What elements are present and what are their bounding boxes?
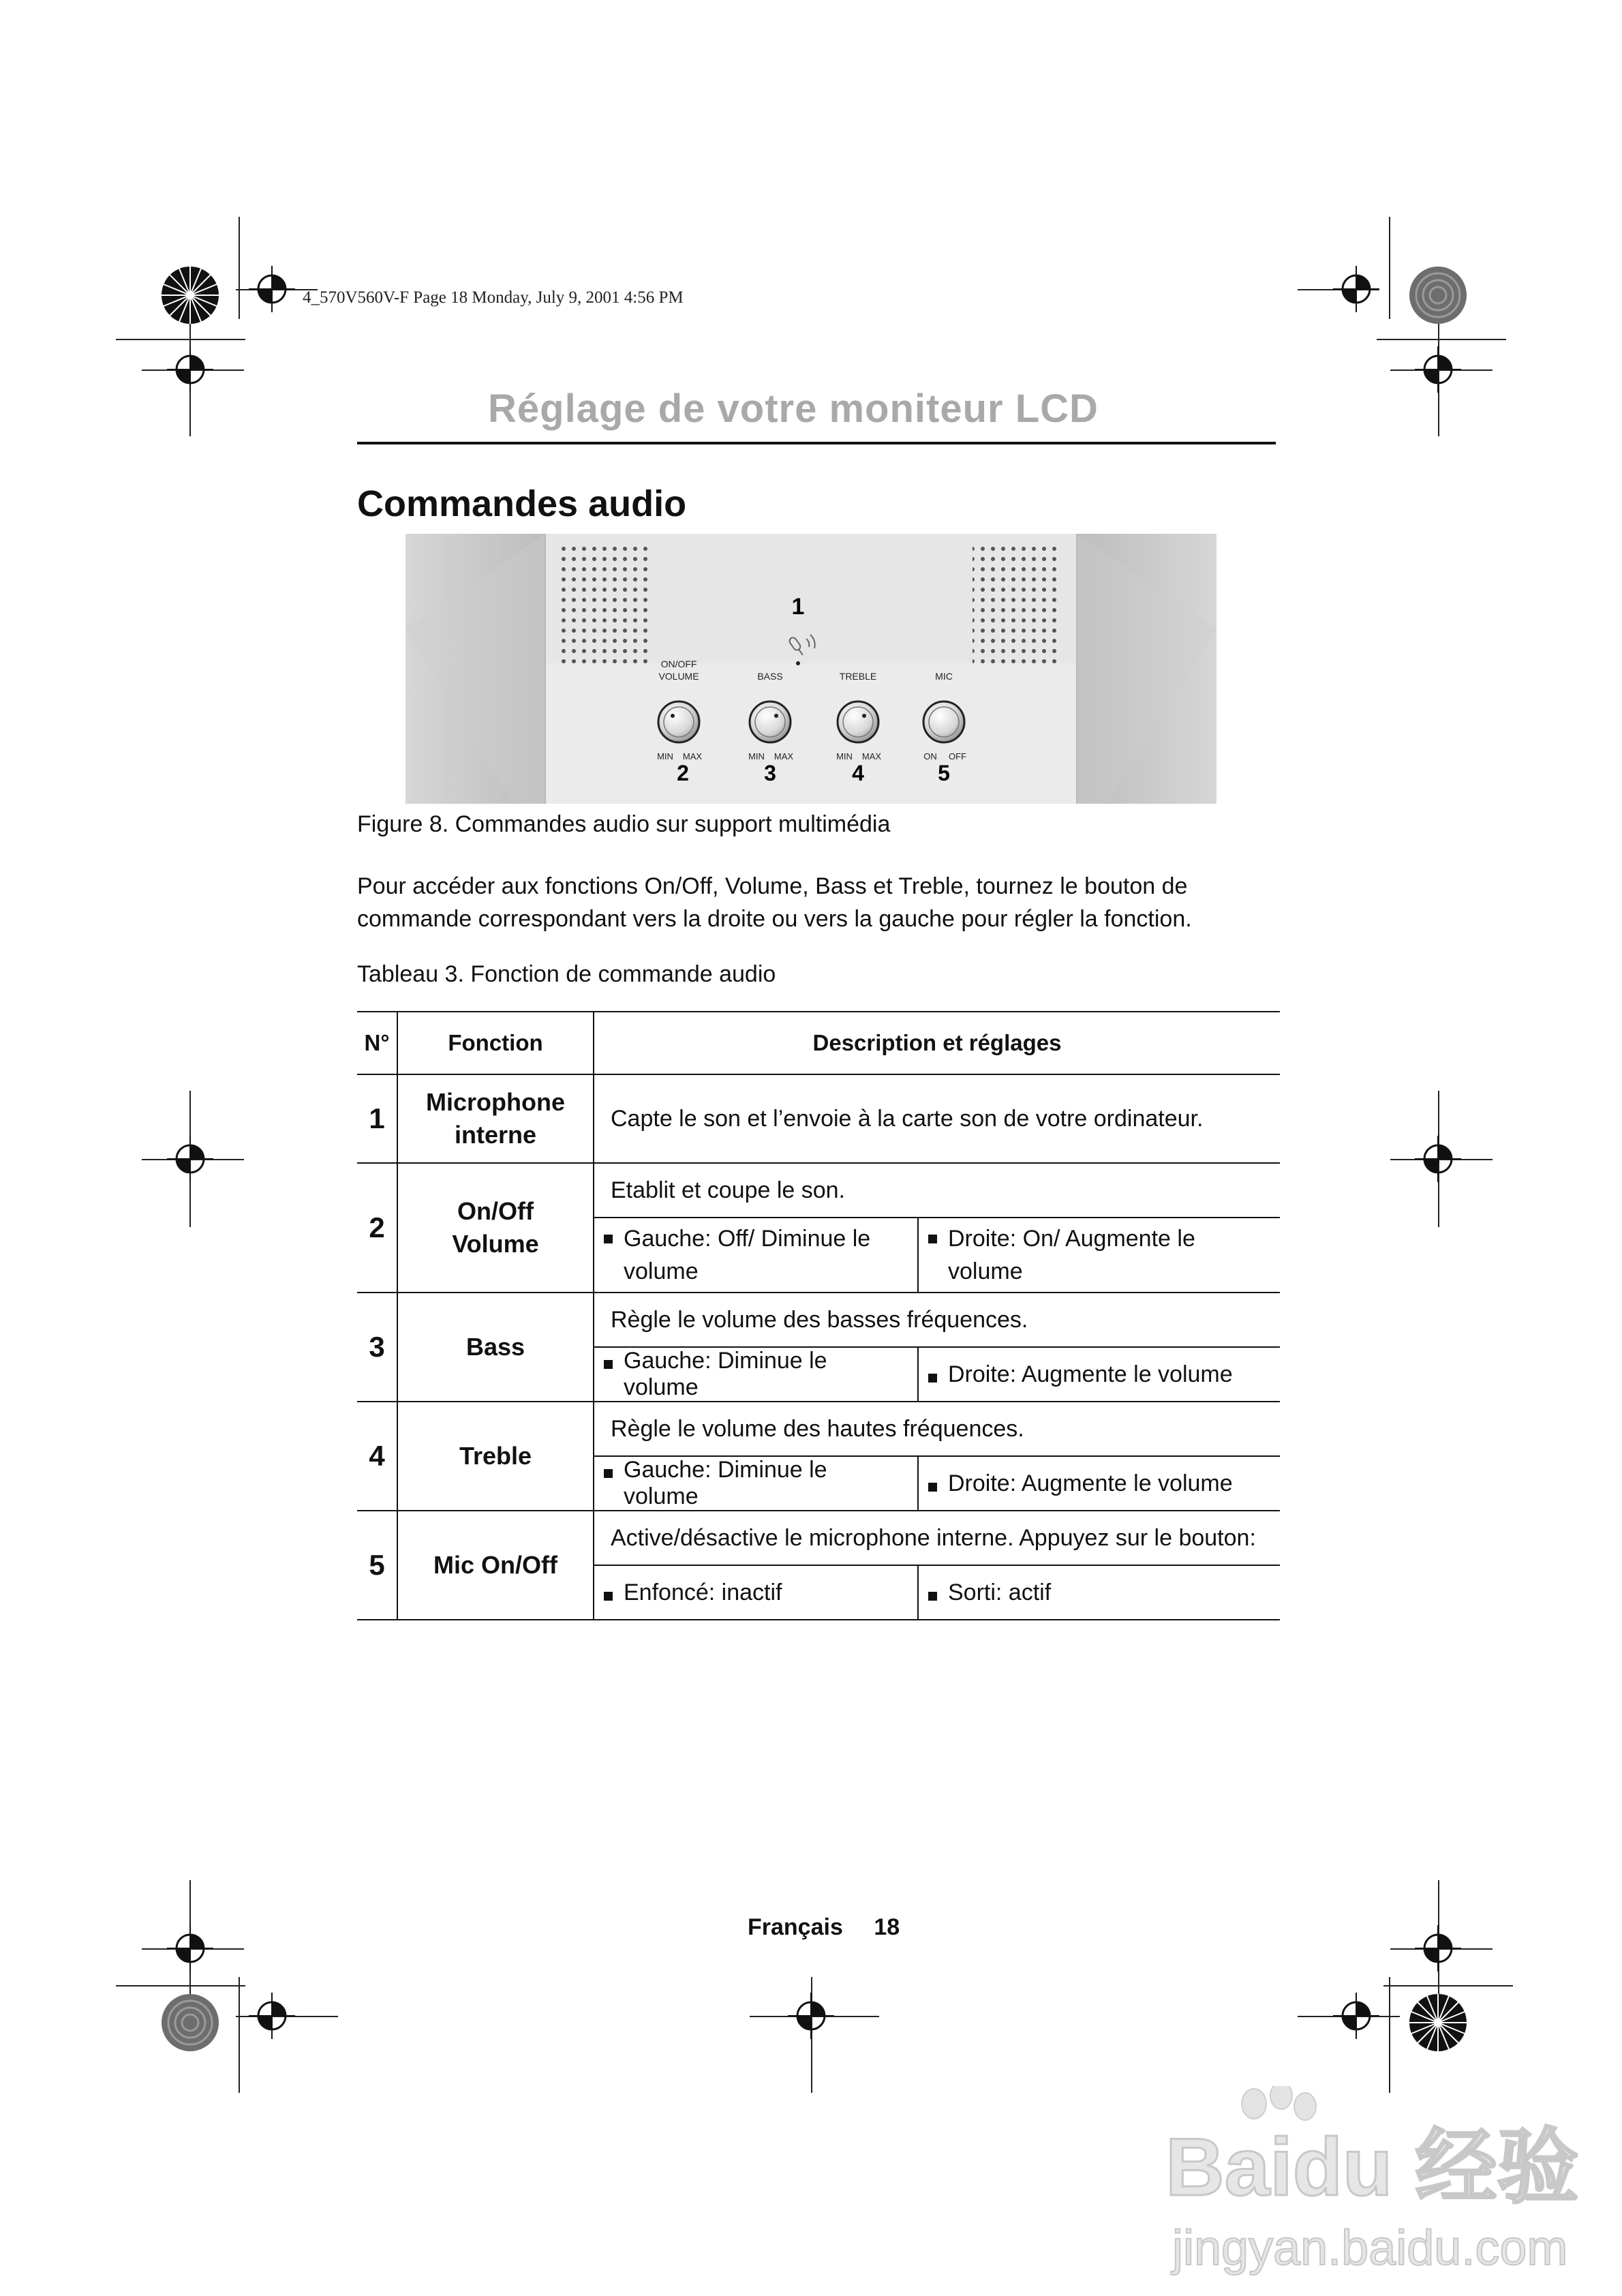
table-caption: Tableau 3. Fonction de commande audio bbox=[357, 961, 776, 987]
speaker-grille-left bbox=[560, 541, 648, 663]
knob-number: 4 bbox=[852, 761, 864, 785]
row-function: Microphone interne bbox=[397, 1074, 594, 1163]
svg-text:MAX: MAX bbox=[682, 751, 703, 761]
table-row bbox=[357, 1074, 1280, 1163]
svg-text:MIN: MIN bbox=[657, 751, 673, 761]
callout-mic-number: 1 bbox=[791, 594, 805, 620]
svg-text:jingyan.baidu.com: jingyan.baidu.com bbox=[1172, 2221, 1568, 2276]
table-row bbox=[357, 1293, 1280, 1347]
svg-text:ON/OFF: ON/OFF bbox=[660, 659, 697, 669]
speaker-grille-right bbox=[973, 541, 1061, 663]
audio-controls-figure bbox=[406, 534, 1216, 804]
row-left-option: Gauche: Diminue le volume bbox=[594, 1347, 918, 1402]
svg-text:ON: ON bbox=[923, 751, 937, 761]
row-left-option: Gauche: Diminue le volume bbox=[594, 1456, 918, 1511]
bullet-icon bbox=[604, 1592, 613, 1601]
svg-text:MIN: MIN bbox=[836, 751, 853, 761]
page-header-title: Réglage de votre moniteur LCD bbox=[488, 387, 1099, 431]
bullet-icon bbox=[928, 1235, 937, 1243]
row-right-option: Sorti: actif bbox=[918, 1565, 1280, 1620]
bullet-icon bbox=[604, 1235, 613, 1243]
page-footer bbox=[748, 1914, 900, 1941]
print-slug: 4_570V560V-F Page 18 Monday, July 9, 2001 4:56 PM bbox=[303, 288, 684, 307]
bullet-icon bbox=[928, 1483, 937, 1492]
row-description: Capte le son et l’envoie à la carte son de votre ordinateur. bbox=[594, 1074, 1280, 1163]
header-description: Description et réglages bbox=[594, 1012, 1280, 1074]
row-number: 4 bbox=[357, 1402, 397, 1511]
row-right-option: Droite: Augmente le volume bbox=[918, 1456, 1280, 1511]
row-function: Bass bbox=[397, 1293, 594, 1402]
body-paragraph: Pour accéder aux fonctions On/Off, Volume, Bass et Treble, tournez le bouton de commande correspondant vers la droite ou vers la gauche pour régler la fonction. bbox=[357, 873, 1192, 932]
row-right-option: Droite: Augmente le volume bbox=[918, 1347, 1280, 1402]
row-description: Etablit et coupe le son. bbox=[594, 1163, 1280, 1218]
bullet-icon bbox=[928, 1592, 937, 1601]
header-number: N° bbox=[357, 1012, 397, 1074]
page-number: 18 bbox=[874, 1914, 900, 1940]
section-title: Commandes audio bbox=[357, 483, 687, 524]
knob-number: 3 bbox=[764, 761, 776, 785]
baidu-watermark-logo bbox=[1159, 2086, 1608, 2291]
svg-text:MIN: MIN bbox=[748, 751, 765, 761]
table-row bbox=[357, 1402, 1280, 1456]
row-description: Active/désactive le microphone interne. Appuyez sur le bouton: bbox=[594, 1511, 1280, 1565]
svg-text:VOLUME: VOLUME bbox=[658, 671, 699, 682]
bullet-icon bbox=[928, 1374, 937, 1383]
svg-text:MIC: MIC bbox=[935, 671, 953, 682]
svg-text:MAX: MAX bbox=[774, 751, 794, 761]
row-right-option: Droite: On/ Augmente le volume bbox=[918, 1218, 1280, 1293]
row-function: Mic On/Off bbox=[397, 1511, 594, 1620]
header-function: Fonction bbox=[397, 1012, 594, 1074]
row-description: Règle le volume des hautes fréquences. bbox=[594, 1402, 1280, 1456]
svg-text:Baidu 经验: Baidu 经验 bbox=[1165, 2121, 1579, 2213]
table-header-row bbox=[357, 1012, 1280, 1074]
row-number: 2 bbox=[357, 1163, 397, 1293]
row-function: Treble bbox=[397, 1402, 594, 1511]
footer-language: Français bbox=[748, 1914, 843, 1940]
knob-number: 2 bbox=[677, 761, 689, 785]
row-number: 3 bbox=[357, 1293, 397, 1402]
table-row bbox=[357, 1163, 1280, 1218]
table-row bbox=[357, 1511, 1280, 1565]
row-number: 5 bbox=[357, 1511, 397, 1620]
figure-caption: Figure 8. Commandes audio sur support multimédia bbox=[357, 811, 891, 837]
row-function: On/Off Volume bbox=[397, 1163, 594, 1293]
row-number: 1 bbox=[357, 1074, 397, 1163]
svg-text:MAX: MAX bbox=[861, 751, 882, 761]
row-description: Règle le volume des basses fréquences. bbox=[594, 1293, 1280, 1347]
header-rule bbox=[357, 442, 1276, 444]
svg-text:OFF: OFF bbox=[949, 751, 966, 761]
bullet-icon bbox=[604, 1469, 613, 1478]
row-left-option: Gauche: Off/ Diminue le volume bbox=[594, 1218, 918, 1293]
bullet-icon bbox=[604, 1360, 613, 1369]
row-left-option: Enfoncé: inactif bbox=[594, 1565, 918, 1620]
svg-text:TREBLE: TREBLE bbox=[839, 671, 877, 682]
audio-function-table bbox=[357, 1011, 1280, 1620]
knob-number: 5 bbox=[938, 761, 950, 785]
svg-text:BASS: BASS bbox=[757, 671, 783, 682]
